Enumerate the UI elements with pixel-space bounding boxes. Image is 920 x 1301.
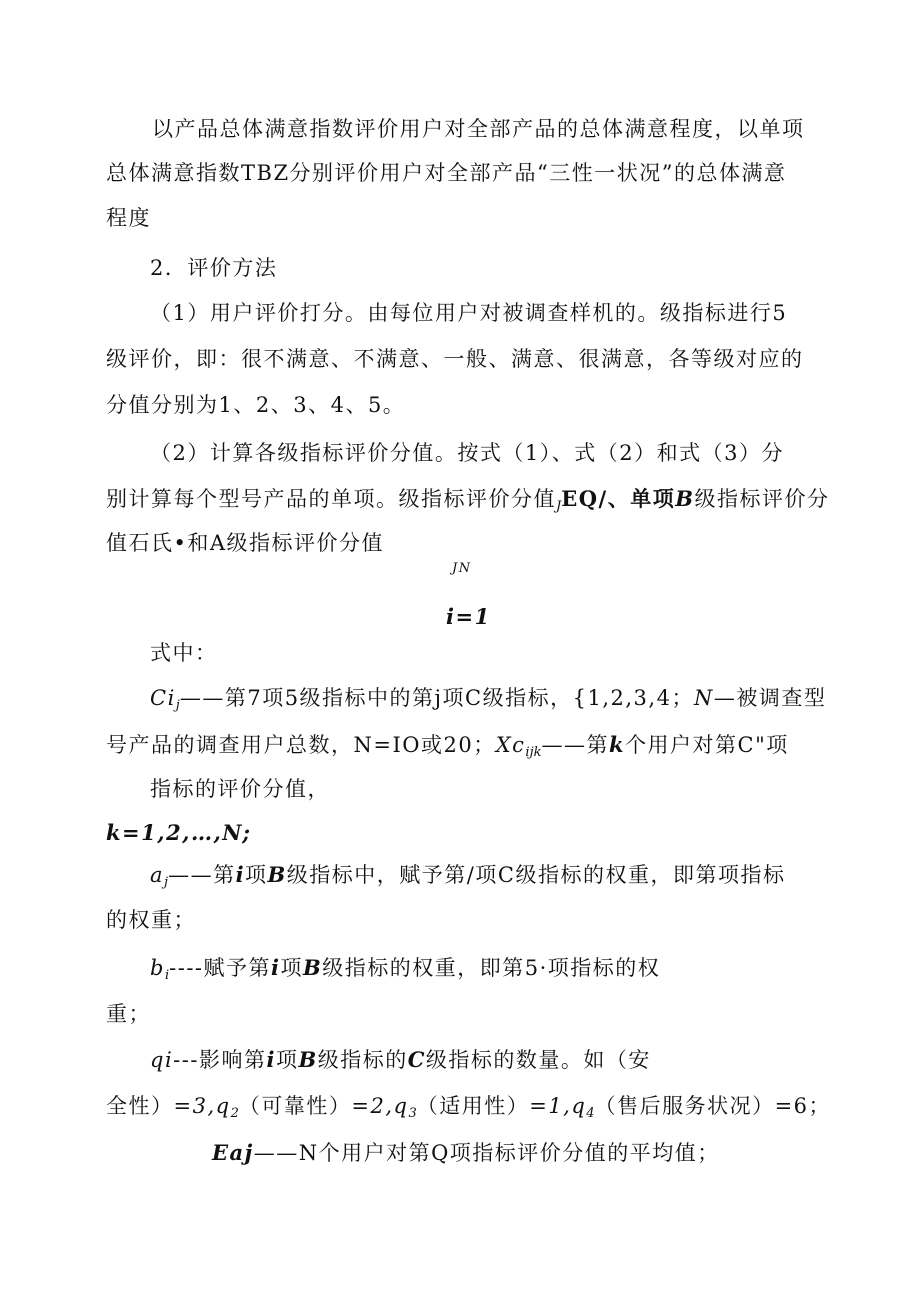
q-line2-d-sub: 3 <box>408 1106 417 1121</box>
formula-top-label: JN <box>452 561 472 576</box>
para3-line2-text-a: 别计算每个型号产品的单项。级指标评价分值 <box>106 487 556 511</box>
para3-line2-text-b: EQ/、单项 <box>561 486 676 511</box>
where-label: 式中： <box>150 641 218 665</box>
q-definition-4: 级指标的数量。如（安 <box>425 1048 651 1072</box>
q-B: B <box>298 1047 318 1072</box>
para2-line3: 分值分别为1、2、3、4、5。 <box>106 393 406 417</box>
n-symbol: N <box>693 686 714 710</box>
q-definition-3: 级指标的 <box>317 1048 408 1072</box>
x-definition-a: ——第 <box>541 733 609 757</box>
para1-line3: 程度 <box>106 206 151 230</box>
def-c-line1 <box>150 685 826 719</box>
b-definition-3: 级指标的权重，即第5·项指标的权 <box>322 956 661 980</box>
def-x-line3: 指标的评价分值， <box>150 777 330 801</box>
section-heading: 2．评价方法 <box>150 256 278 280</box>
para3-line2-text-d: 级指标评价分 <box>694 487 830 511</box>
c-symbol: Ci <box>150 686 176 710</box>
q-C: C <box>407 1047 426 1072</box>
b-symbol: b <box>150 956 165 980</box>
e-definition: ——N个用户对第Q项指标评价分值的平均值； <box>253 1141 720 1165</box>
def-b-line2: 重； <box>106 1002 151 1026</box>
q-line2-e: （适用性） <box>416 1094 530 1118</box>
para3-line2-B: B <box>675 486 695 511</box>
q-line2-d: =2,q <box>351 1094 409 1118</box>
para3-line2-sub: J <box>556 499 562 514</box>
q-line2-a: 全性） <box>106 1094 174 1118</box>
def-e-line1 <box>212 1140 720 1166</box>
q-line2-c: （可靠性） <box>238 1094 352 1118</box>
para1-line2: 总体满意指数TBZ分别评价用户对全部产品“三性一状况”的总体满意 <box>106 161 787 185</box>
a-definition-3: 级指标中，赋予第/项C级指标的权重，即第项指标 <box>286 863 786 887</box>
q-line2-f: =1,q <box>529 1094 587 1118</box>
a-definition-1: ——第 <box>168 863 236 887</box>
a-B: B <box>267 862 287 887</box>
e-symbol: Eaj <box>212 1140 254 1165</box>
q-line2-b-sub: 2 <box>230 1106 239 1121</box>
q-line2-b: =3,q <box>173 1094 231 1118</box>
a-definition-2: 项 <box>245 863 268 887</box>
x-symbol: Xc <box>495 733 526 757</box>
para1-line1: 以产品总体满意指数评价用户对全部产品的总体满意程度，以单项 <box>152 117 805 141</box>
q-line2-g: （售后服务状况）=6； <box>594 1094 832 1118</box>
b-subscript: i <box>164 968 170 983</box>
b-i: i <box>271 955 281 980</box>
b-definition-1: ----赋予第 <box>169 956 272 980</box>
a-subscript: j <box>164 875 169 890</box>
a-i: i <box>235 862 246 887</box>
q-symbol: qi <box>150 1048 174 1072</box>
def-b-line1 <box>150 955 660 989</box>
def-q-line1 <box>150 1047 651 1073</box>
para2-line1: （1）用户评价打分。由每位用户对被调查样机的。级指标进行5 <box>150 301 788 325</box>
b-definition-2: 项 <box>280 956 303 980</box>
n-definition-cont: 号产品的调查用户总数，N=IO或20； <box>106 733 496 757</box>
formula-bottom-label: i=1 <box>446 604 491 629</box>
q-i: i <box>266 1047 276 1072</box>
a-symbol: a <box>150 863 165 887</box>
n-definition: —被调查型 <box>713 686 827 710</box>
para3-line1: （2）计算各级指标评价分值。按式（1）、式（2）和式（3）分 <box>150 441 784 465</box>
k-range: k=1,2,…,N; <box>106 820 252 845</box>
q-line2-f-sub: 4 <box>586 1106 595 1121</box>
def-a-line1 <box>150 862 785 896</box>
x-subscript: ijk <box>525 745 542 760</box>
def-q-line2 <box>106 1093 831 1127</box>
para3-line3: 值石氏•和A级指标评价分值 <box>106 531 385 555</box>
para2-line2: 级评价，即：很不满意、不满意、一般、满意、很满意，各等级对应的 <box>106 347 804 371</box>
para3-line2 <box>106 486 829 520</box>
x-definition-b: 个用户对第C"项 <box>625 733 789 757</box>
c-subscript: j <box>175 698 180 713</box>
def-c-line2 <box>106 732 789 766</box>
k-symbol: k <box>609 732 626 757</box>
b-B: B <box>303 955 323 980</box>
q-definition-2: 项 <box>275 1048 299 1072</box>
q-definition-1: ---影响第 <box>173 1048 267 1072</box>
c-definition: ——第7项5级指标中的第j项C级指标，{1,2,3,4； <box>179 686 694 710</box>
def-a-line2: 的权重； <box>106 908 196 932</box>
